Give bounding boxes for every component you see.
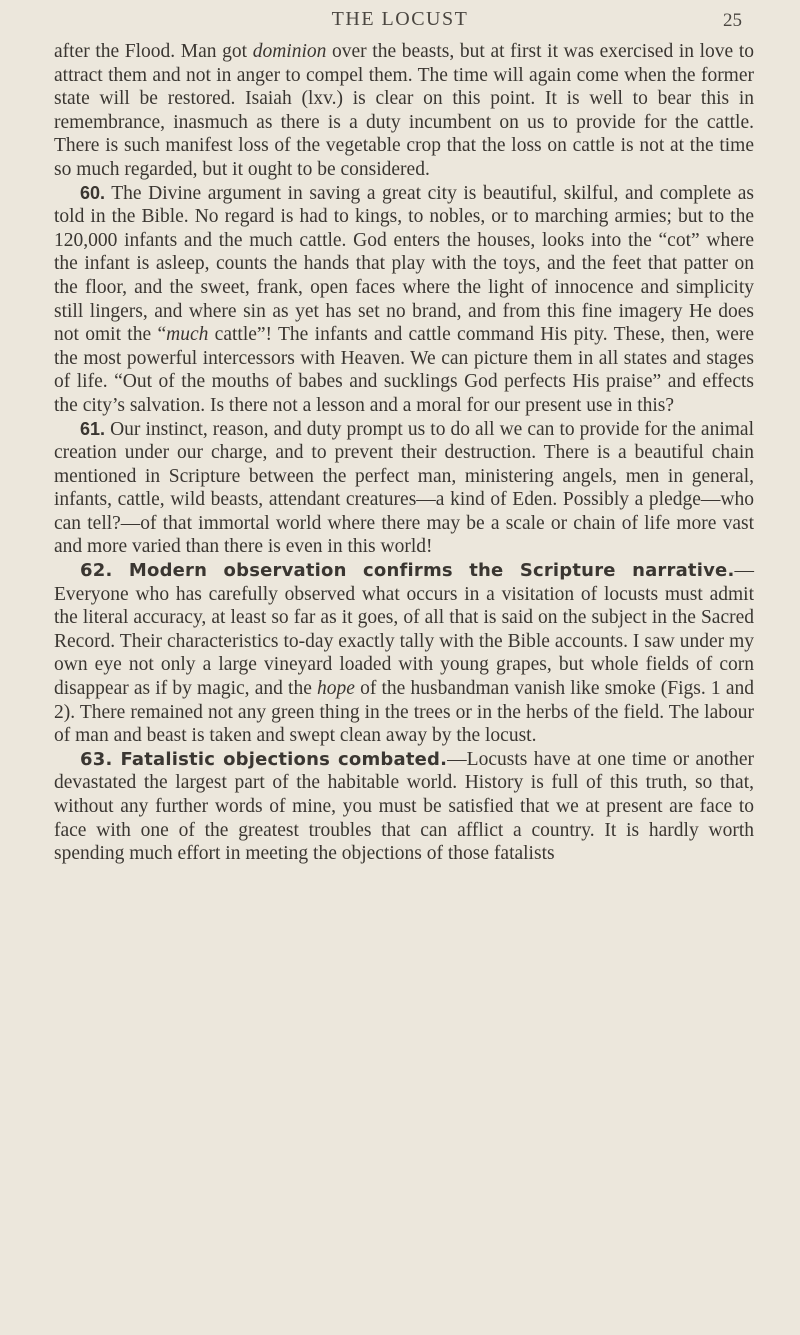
- paragraph-number: 63.: [80, 748, 113, 770]
- italic-term: dominion: [252, 41, 327, 62]
- italic-term: hope: [317, 678, 355, 700]
- text-run: cattle”! The infants and cattle command His pity. These, then, were the most powerful intercessors with Heaven. We can picture them in all states and stages of life. “Out of the mouths of babes and sucklings God perfects His praise” and effects the city’s salvation. Is there not a lesson and a moral for our present use in this?: [54, 324, 754, 416]
- text-run: over the beasts, but at first it was exercised in love to attract them and not in anger to compel them. The time will again come when the former state will be restored. Isaiah (lxv.) is clear on this point. It is well to bear this in remembrance, inasmuch as there is a duty incumbent on us to provide for the cattle. There is such manifest loss of the vegetable crop that the loss on cattle is not at the time so much regarded, but it ought to be considered.: [54, 41, 754, 180]
- text-run: after the Flood. Man got: [54, 41, 253, 62]
- paragraph-number: 60.: [80, 182, 106, 203]
- text-run: Our instinct, reason, and duty prompt us to do all we can to provide for the animal creation under our charge, and to prevent their destruction. There is a beautiful chain mentioned in Scripture between the perfect man, ministering angels, men in general, infants, cattle, wild beasts, attendant creatures—a kind of Eden. Possibly a pledge—who can tell?—of that immortal world where there may be a scale or chain of life more vast and more varied than there is even in this world!: [54, 418, 754, 558]
- heading-text: Modern observation confirms the Scripture narrative.: [112, 560, 735, 582]
- paragraph-continuation: [54, 40, 754, 182]
- section-heading: [80, 560, 735, 581]
- text-run: —Everyone who has carefully observed what occurs in a visitation of locusts must admit the literal accuracy, at least so far as it goes, of all that is said on the subject in the Sacred Record. Their characteristics to-day exactly tally with the Bible accounts. I saw under my own eye not only a large vineyard loaded with young grapes, but whole fields of corn disappear as if by magic, and the: [54, 560, 754, 700]
- section-heading: [80, 749, 447, 770]
- paragraph-number: 62.: [80, 560, 113, 582]
- paragraph-62: [54, 559, 754, 748]
- heading-text: Fatalistic objections combated.: [112, 748, 448, 770]
- page-number: 25: [723, 10, 742, 31]
- paragraph-63: [54, 748, 754, 866]
- text-run: of the husbandman vanish like smoke (Figs. 1 and 2). There remained not any green thing in the trees or in the herbs of the field. The labour of man and beast is taken and swept clean away by the locust.: [54, 678, 754, 747]
- paragraph-61: [54, 418, 754, 560]
- italic-term: much: [166, 324, 209, 346]
- text-run: The Divine argument in saving a great city is beautiful, skilful, and complete as told in the Bible. No regard is had to kings, to nobles, or to marching armies; but to the 120,000 infants and the much cattle. God enters the houses, looks into the “cot” where the infant is asleep, counts the hands that play with the toys, and the feet that patter on the floor, and the sweet, frank, open faces where the light of innocence and simplicity still lingers, and where sin as yet has set no brand, and from this fine imagery He does not omit the “: [54, 182, 754, 346]
- body-text: [54, 40, 754, 866]
- text-run: —Locusts have at one time or another devastated the largest part of the habitable world. History is full of this truth, so that, without any further words of mine, you must be satisfied that we at present are face to face with one of the greatest troubles that can afflict a country. It is hardly worth spending much effort in meeting the objections of those fatalists: [54, 748, 754, 865]
- paragraph-number: 61.: [80, 418, 106, 439]
- paragraph-60: [54, 182, 754, 418]
- running-title: THE LOCUST: [331, 8, 469, 30]
